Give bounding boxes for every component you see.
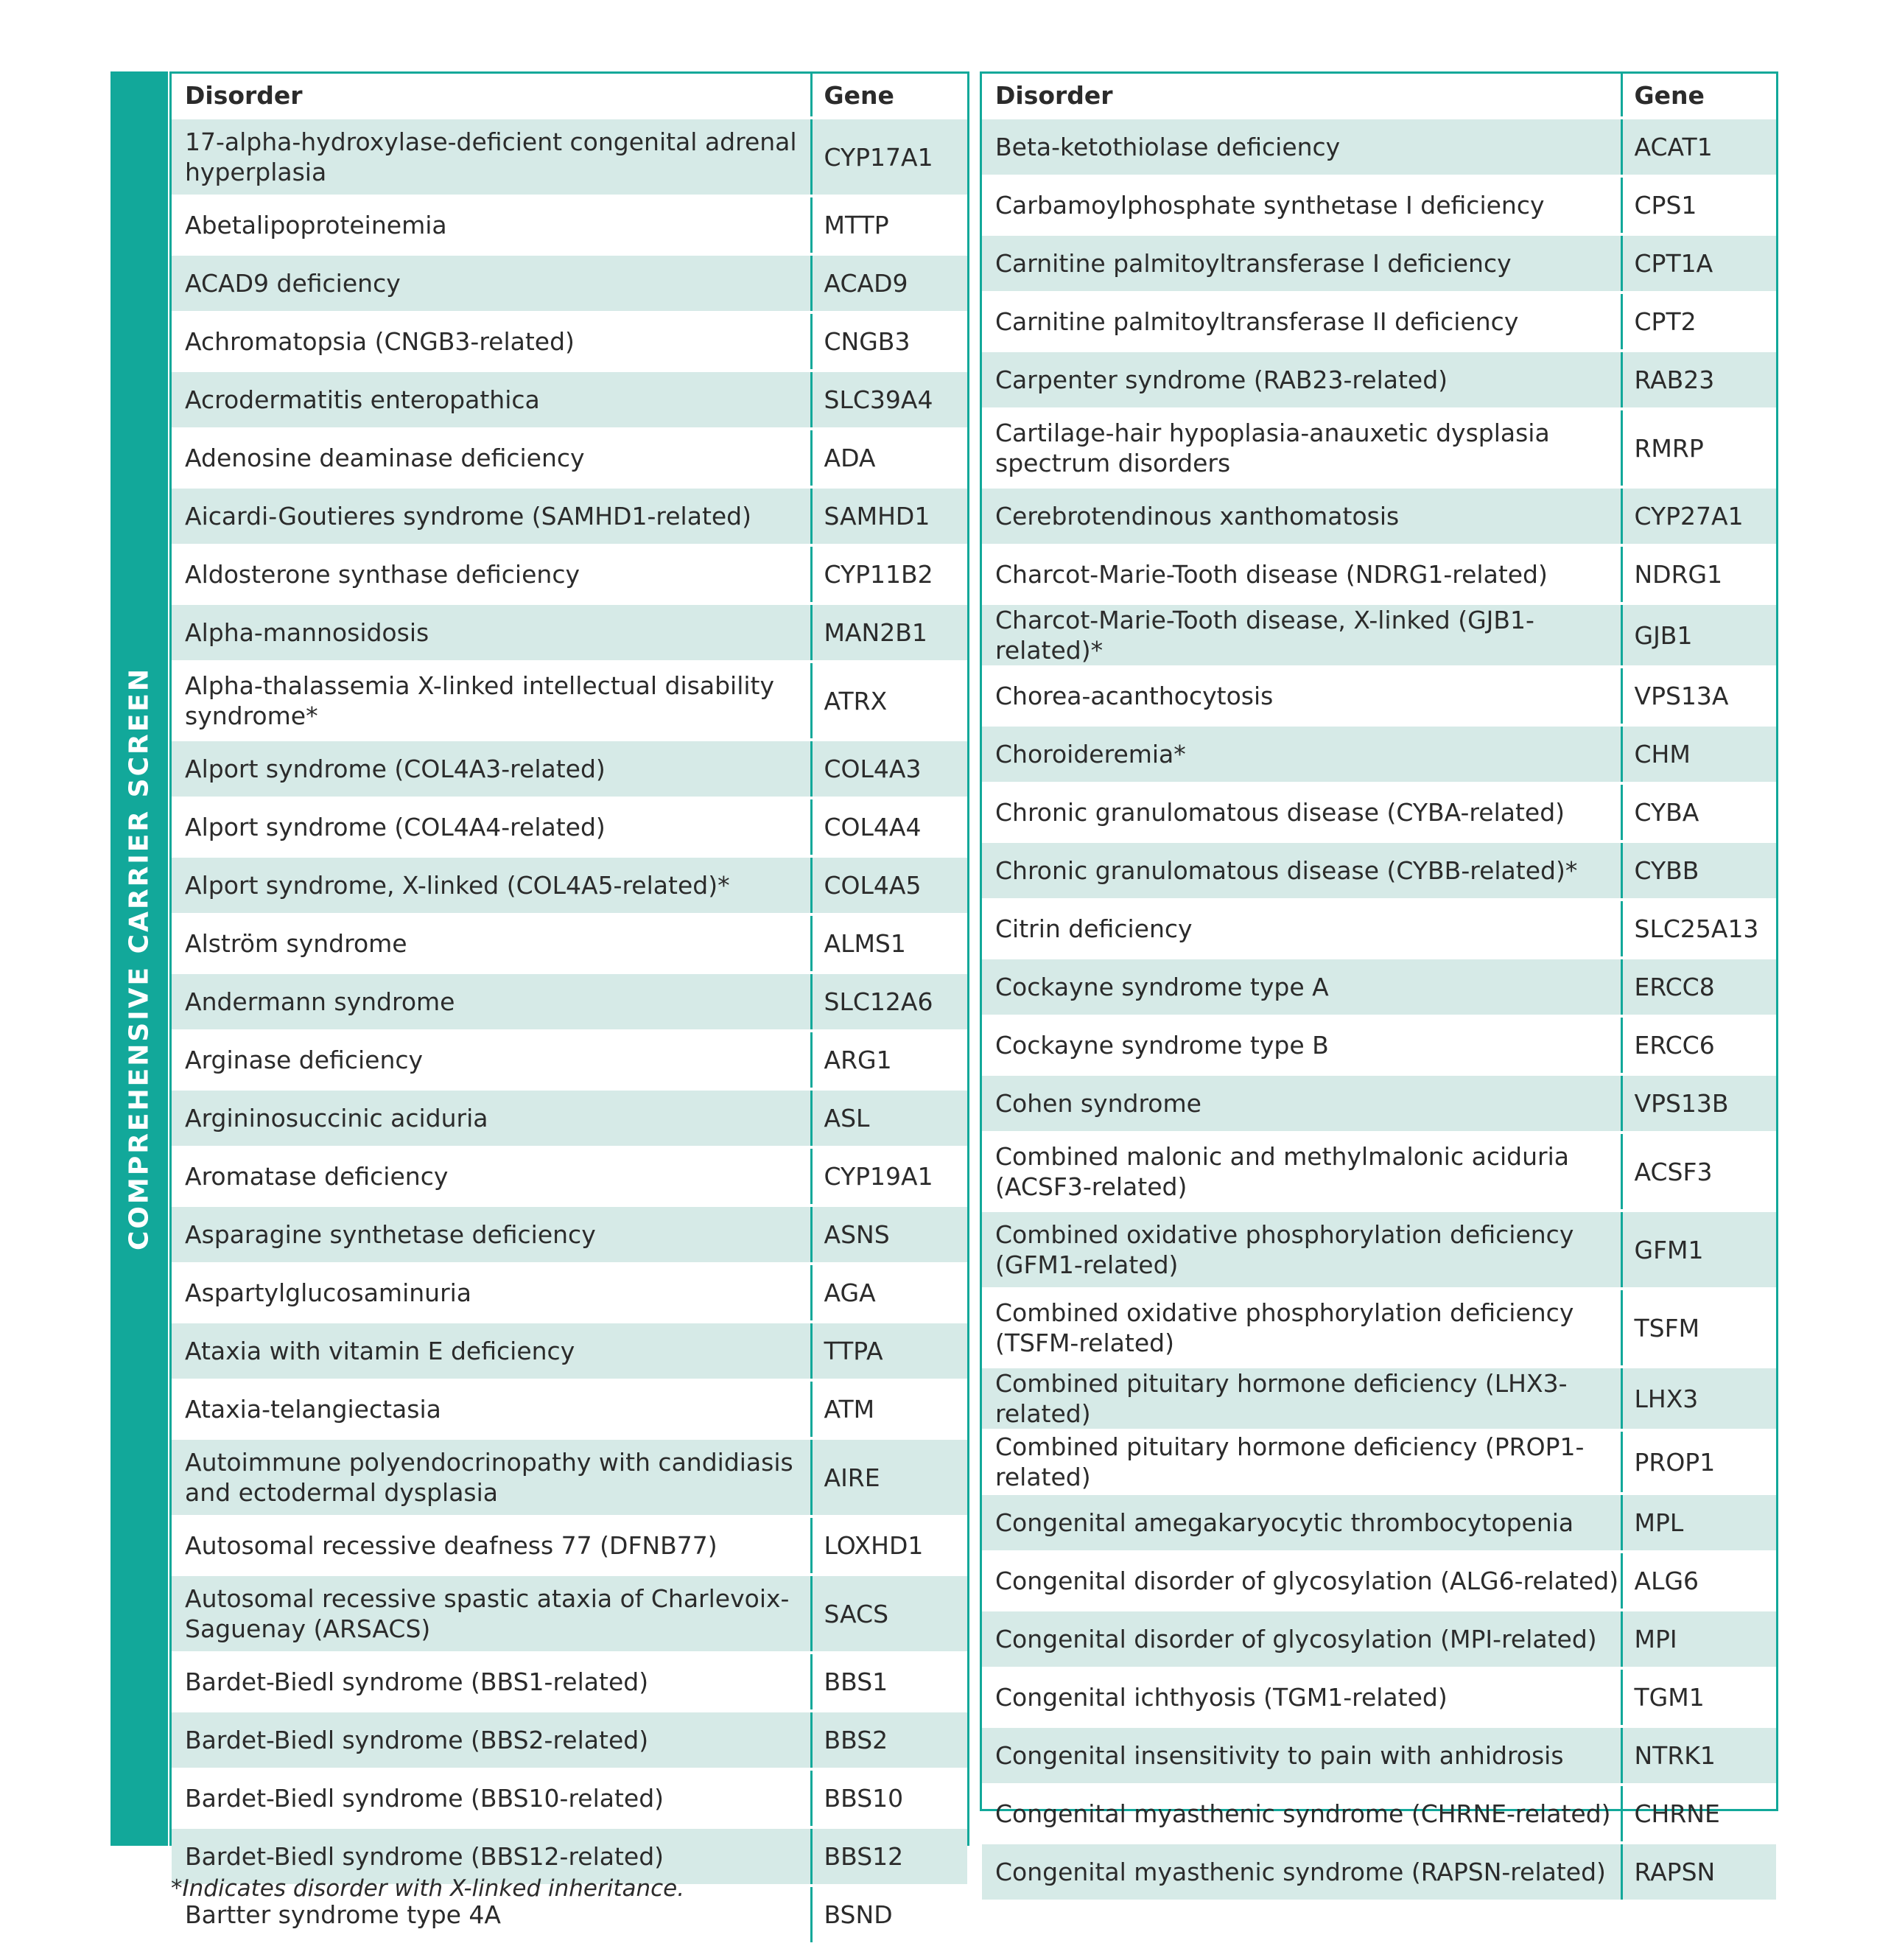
gene-cell: TGM1 xyxy=(1621,1668,1776,1726)
left-table xyxy=(172,74,967,1942)
table-row xyxy=(982,725,1776,783)
disorder-cell: Asparagine synthetase deficiency xyxy=(172,1205,811,1264)
disorder-cell: Alpha-thalassemia X-linked intellectual disability syndrome* xyxy=(172,662,811,740)
gene-cell: TTPA xyxy=(811,1322,967,1380)
disorder-cell: Bardet-Biedl syndrome (BBS2-related) xyxy=(172,1711,811,1769)
table-row xyxy=(982,1843,1776,1900)
table-row xyxy=(982,293,1776,351)
disorder-cell: Choroideremia* xyxy=(982,725,1621,783)
gene-cell: MTTP xyxy=(811,196,967,254)
gene-cell: RMRP xyxy=(1621,409,1776,487)
gene-cell: ADA xyxy=(811,429,967,487)
left-header-disorder: Disorder xyxy=(185,80,303,110)
table-row xyxy=(172,1653,967,1711)
table-row xyxy=(172,1769,967,1827)
table-row xyxy=(982,841,1776,900)
sidebar-band xyxy=(110,71,168,1846)
table-row xyxy=(982,667,1776,725)
disorder-cell: Congenital myasthenic syndrome (RAPSN-related) xyxy=(982,1843,1621,1900)
table-row xyxy=(172,429,967,487)
table-row xyxy=(982,1726,1776,1785)
table-row xyxy=(172,914,967,973)
gene-cell: MAN2B1 xyxy=(811,603,967,662)
gene-cell: ACAT1 xyxy=(1621,118,1776,176)
gene-cell: NTRK1 xyxy=(1621,1726,1776,1785)
left-header-gene: Gene xyxy=(811,74,967,118)
disorder-cell: Charcot-Marie-Tooth disease (NDRG1-related) xyxy=(982,545,1621,603)
table-row xyxy=(172,196,967,254)
disorder-cell: 17-alpha-hydroxylase-deficient congenital adrenal hyperplasia xyxy=(172,118,811,196)
right-table-top-border xyxy=(982,71,1776,74)
gene-cell: SLC12A6 xyxy=(811,973,967,1031)
disorder-cell: Carnitine palmitoyltransferase II deficiency xyxy=(982,293,1621,351)
gene-cell: GFM1 xyxy=(1621,1211,1776,1289)
gene-cell: CYP27A1 xyxy=(1621,487,1776,545)
disorder-cell: Acrodermatitis enteropathica xyxy=(172,371,811,429)
gene-cell: VPS13B xyxy=(1621,1074,1776,1133)
table-row xyxy=(172,1205,967,1264)
gene-cell: RAB23 xyxy=(1621,351,1776,409)
table-row xyxy=(982,1552,1776,1610)
disorder-cell: ACAD9 deficiency xyxy=(172,254,811,312)
table-row xyxy=(172,1380,967,1438)
table-row xyxy=(172,1322,967,1380)
right-table-body xyxy=(982,118,1776,1900)
gene-cell: COL4A5 xyxy=(811,856,967,914)
disorder-cell: Combined oxidative phosphorylation deficiency (TSFM-related) xyxy=(982,1289,1621,1367)
gene-cell: BBS2 xyxy=(811,1711,967,1769)
table-row xyxy=(982,176,1776,234)
table-row xyxy=(982,545,1776,603)
disorder-cell: Combined pituitary hormone deficiency (LHX3-related) xyxy=(982,1367,1621,1430)
disorder-cell: Bardet-Biedl syndrome (BBS12-related) xyxy=(172,1827,811,1886)
disorder-cell: Alpha-mannosidosis xyxy=(172,603,811,662)
disorder-cell: Ataxia-telangiectasia xyxy=(172,1380,811,1438)
table-row xyxy=(982,1668,1776,1726)
gene-cell: SAMHD1 xyxy=(811,487,967,545)
table-row xyxy=(172,371,967,429)
table-row xyxy=(982,1133,1776,1211)
gene-cell: ALG6 xyxy=(1621,1552,1776,1610)
gene-cell: SLC25A13 xyxy=(1621,900,1776,958)
gene-cell: AIRE xyxy=(811,1438,967,1516)
table-row xyxy=(172,312,967,371)
disorder-cell: Charcot-Marie-Tooth disease, X-linked (GJB1-related)* xyxy=(982,603,1621,667)
gene-cell: CYP19A1 xyxy=(811,1147,967,1205)
gene-cell: LOXHD1 xyxy=(811,1516,967,1575)
disorder-cell: Autosomal recessive spastic ataxia of Charlevoix-Saguenay (ARSACS) xyxy=(172,1575,811,1653)
left-table-header-row xyxy=(172,74,967,118)
gene-cell: PROP1 xyxy=(1621,1430,1776,1494)
table-row xyxy=(172,254,967,312)
table-row xyxy=(982,783,1776,841)
table-row xyxy=(172,118,967,196)
table-row xyxy=(172,662,967,740)
table-row xyxy=(982,234,1776,293)
disorder-cell: Argininosuccinic aciduria xyxy=(172,1089,811,1147)
right-header-disorder: Disorder xyxy=(995,80,1113,110)
gene-cell: CNGB3 xyxy=(811,312,967,371)
right-table-panel xyxy=(980,71,1778,1886)
disorder-cell: Bardet-Biedl syndrome (BBS10-related) xyxy=(172,1769,811,1827)
table-row xyxy=(982,118,1776,176)
disorder-cell: Congenital myasthenic syndrome (CHRNE-related) xyxy=(982,1785,1621,1843)
table-row xyxy=(982,1367,1776,1430)
gene-cell: VPS13A xyxy=(1621,667,1776,725)
disorder-cell: Cohen syndrome xyxy=(982,1074,1621,1133)
gene-cell: ALMS1 xyxy=(811,914,967,973)
disorder-cell: Alport syndrome, X-linked (COL4A5-related)* xyxy=(172,856,811,914)
table-row xyxy=(982,1016,1776,1074)
gene-cell: ASNS xyxy=(811,1205,967,1264)
table-row xyxy=(982,1785,1776,1843)
table-row xyxy=(172,1031,967,1089)
gene-cell: BBS12 xyxy=(811,1827,967,1886)
gene-cell: BBS1 xyxy=(811,1653,967,1711)
table-row xyxy=(982,603,1776,667)
disorder-cell: Beta-ketothiolase deficiency xyxy=(982,118,1621,176)
table-row xyxy=(982,1430,1776,1494)
disorder-cell: Chronic granulomatous disease (CYBB-related)* xyxy=(982,841,1621,900)
disorder-cell: Cerebrotendinous xanthomatosis xyxy=(982,487,1621,545)
table-row xyxy=(172,798,967,856)
disorder-cell: Congenital insensitivity to pain with anhidrosis xyxy=(982,1726,1621,1785)
sidebar-label: COMPREHENSIVE CARRIER SCREEN xyxy=(124,666,155,1251)
disorder-cell: Aromatase deficiency xyxy=(172,1147,811,1205)
disorder-cell: Alström syndrome xyxy=(172,914,811,973)
disorder-cell: Carbamoylphosphate synthetase I deficiency xyxy=(982,176,1621,234)
gene-cell: COL4A4 xyxy=(811,798,967,856)
gene-cell: ERCC8 xyxy=(1621,958,1776,1016)
gene-cell: ARG1 xyxy=(811,1031,967,1089)
gene-cell: ACAD9 xyxy=(811,254,967,312)
table-row xyxy=(172,603,967,662)
table-row xyxy=(172,856,967,914)
table-row xyxy=(172,1264,967,1322)
gene-cell: ERCC6 xyxy=(1621,1016,1776,1074)
table-row xyxy=(172,1147,967,1205)
gene-cell: CYBB xyxy=(1621,841,1776,900)
footnote: *Indicates disorder with X-linked inheritance. xyxy=(171,1875,685,1902)
disorder-cell: Congenital amegakaryocytic thrombocytopenia xyxy=(982,1494,1621,1552)
disorder-cell: Andermann syndrome xyxy=(172,973,811,1031)
table-row xyxy=(172,1089,967,1147)
table-row xyxy=(982,351,1776,409)
gene-cell: SACS xyxy=(811,1575,967,1653)
table-row xyxy=(982,487,1776,545)
right-table xyxy=(982,74,1776,1900)
gene-cell: ACSF3 xyxy=(1621,1133,1776,1211)
gene-cell: CYP11B2 xyxy=(811,545,967,603)
table-row xyxy=(982,958,1776,1016)
gene-cell: GJB1 xyxy=(1621,603,1776,667)
table-row xyxy=(982,900,1776,958)
disorder-cell: Adenosine deaminase deficiency xyxy=(172,429,811,487)
table-row xyxy=(172,973,967,1031)
disorder-cell: Ataxia with vitamin E deficiency xyxy=(172,1322,811,1380)
right-header-gene: Gene xyxy=(1621,74,1776,118)
disorder-cell: Congenital disorder of glycosylation (ALG6-related) xyxy=(982,1552,1621,1610)
disorder-cell: Combined malonic and methylmalonic aciduria (ACSF3-related) xyxy=(982,1133,1621,1211)
gene-cell: MPL xyxy=(1621,1494,1776,1552)
gene-cell: SLC39A4 xyxy=(811,371,967,429)
gene-cell: COL4A3 xyxy=(811,740,967,798)
gene-cell: CHM xyxy=(1621,725,1776,783)
table-row xyxy=(172,1711,967,1769)
gene-cell: AGA xyxy=(811,1264,967,1322)
disorder-cell: Aldosterone synthase deficiency xyxy=(172,545,811,603)
disorder-cell: Cartilage-hair hypoplasia-anauxetic dysplasia spectrum disorders xyxy=(982,409,1621,487)
gene-cell: CYBA xyxy=(1621,783,1776,841)
disorder-cell: Aicardi-Goutieres syndrome (SAMHD1-related) xyxy=(172,487,811,545)
table-row xyxy=(982,1610,1776,1668)
disorder-cell: Alport syndrome (COL4A4-related) xyxy=(172,798,811,856)
table-row xyxy=(172,1438,967,1516)
disorder-cell: Combined oxidative phosphorylation deficiency (GFM1-related) xyxy=(982,1211,1621,1289)
table-row xyxy=(982,1289,1776,1367)
table-row xyxy=(172,1516,967,1575)
disorder-cell: Chorea-acanthocytosis xyxy=(982,667,1621,725)
disorder-cell: Bartter syndrome type 4A xyxy=(172,1886,811,1942)
gene-cell: CPT1A xyxy=(1621,234,1776,293)
table-row xyxy=(172,1575,967,1653)
disorder-cell: Arginase deficiency xyxy=(172,1031,811,1089)
gene-cell: ASL xyxy=(811,1089,967,1147)
disorder-cell: Congenital ichthyosis (TGM1-related) xyxy=(982,1668,1621,1726)
gene-cell: ATM xyxy=(811,1380,967,1438)
gene-cell: CPT2 xyxy=(1621,293,1776,351)
table-row xyxy=(172,545,967,603)
disorder-cell: Carnitine palmitoyltransferase I deficiency xyxy=(982,234,1621,293)
table-row xyxy=(982,409,1776,487)
table-row xyxy=(982,1211,1776,1289)
gene-cell: CHRNE xyxy=(1621,1785,1776,1843)
gene-cell: CPS1 xyxy=(1621,176,1776,234)
gene-cell: LHX3 xyxy=(1621,1367,1776,1430)
gene-cell: RAPSN xyxy=(1621,1843,1776,1900)
disorder-cell: Bardet-Biedl syndrome (BBS1-related) xyxy=(172,1653,811,1711)
disorder-cell: Congenital disorder of glycosylation (MPI-related) xyxy=(982,1610,1621,1668)
right-table-header-row xyxy=(982,74,1776,118)
disorder-cell: Achromatopsia (CNGB3-related) xyxy=(172,312,811,371)
table-row xyxy=(172,487,967,545)
disorder-cell: Autosomal recessive deafness 77 (DFNB77) xyxy=(172,1516,811,1575)
table-row xyxy=(982,1494,1776,1552)
disorder-cell: Carpenter syndrome (RAB23-related) xyxy=(982,351,1621,409)
gene-cell: MPI xyxy=(1621,1610,1776,1668)
disorder-cell: Combined pituitary hormone deficiency (PROP1-related) xyxy=(982,1430,1621,1494)
disorder-cell: Alport syndrome (COL4A3-related) xyxy=(172,740,811,798)
left-table-body xyxy=(172,118,967,1942)
gene-cell: BBS10 xyxy=(811,1769,967,1827)
disorder-cell: Abetalipoproteinemia xyxy=(172,196,811,254)
disorder-cell: Chronic granulomatous disease (CYBA-related) xyxy=(982,783,1621,841)
gene-cell: TSFM xyxy=(1621,1289,1776,1367)
disorder-cell: Autoimmune polyendocrinopathy with candidiasis and ectodermal dysplasia xyxy=(172,1438,811,1516)
table-row xyxy=(982,1074,1776,1133)
disorder-cell: Cockayne syndrome type B xyxy=(982,1016,1621,1074)
gene-cell: ATRX xyxy=(811,662,967,740)
disorder-cell: Citrin deficiency xyxy=(982,900,1621,958)
gene-cell: CYP17A1 xyxy=(811,118,967,196)
left-table-top-border xyxy=(172,71,967,74)
disorder-cell: Cockayne syndrome type A xyxy=(982,958,1621,1016)
gene-cell: BSND xyxy=(811,1886,967,1942)
gene-cell: NDRG1 xyxy=(1621,545,1776,603)
table-row xyxy=(172,740,967,798)
disorder-cell: Aspartylglucosaminuria xyxy=(172,1264,811,1322)
